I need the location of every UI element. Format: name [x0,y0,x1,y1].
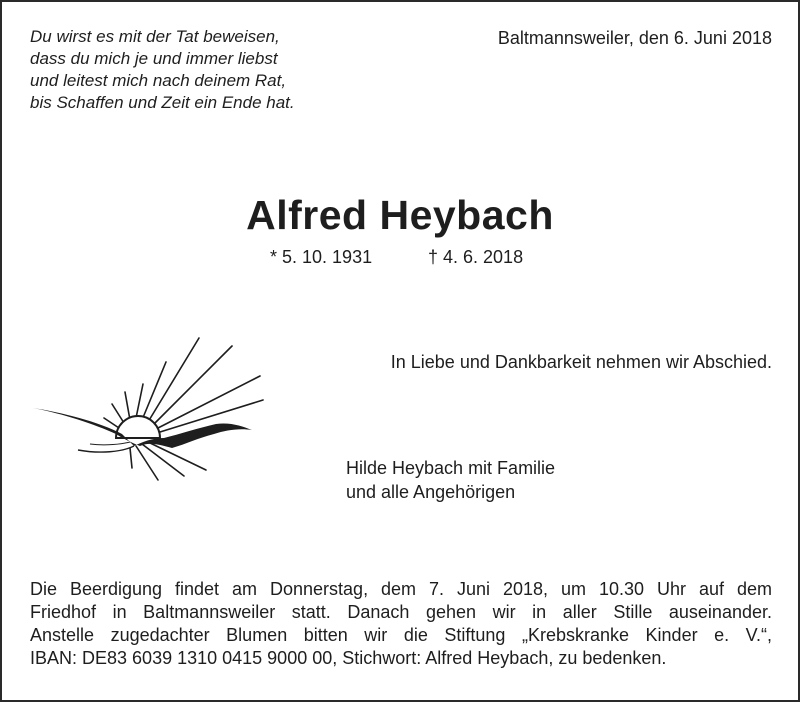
funeral-notice [30,578,772,670]
donation-line: Anstelle zugedachter Blumen bitten wir die Stiftung „Krebskranke Kinder e. V.“, [30,625,772,645]
verse-line: Du wirst es mit der Tat beweisen, [30,27,280,46]
donation-line: IBAN: DE83 6039 1310 0415 9000 00, Stichwort: Alfred Heybach, zu bedenken. [30,648,667,668]
funeral-line: Friedhof in Baltmannsweiler statt. Danach gehen wir in aller Stille auseinander. [30,602,772,622]
birth-date: * 5. 10. 1931 [270,247,373,267]
verse-line: dass du mich je und immer liebst [30,49,278,68]
memorial-verse [30,26,295,114]
funeral-line: Die Beerdigung findet am Donnerstag, dem 7. Juni 2018, um 10.30 Uhr auf dem [30,579,772,599]
mourner-line: Hilde Heybach mit Familie [346,458,556,478]
death-date: † 4. 6. 2018 [428,247,524,267]
deceased-name: Alfred Heybach [246,192,554,238]
place-and-date: Baltmannsweiler, den 6. Juni 2018 [497,28,772,48]
farewell-text: In Liebe und Dankbarkeit nehmen wir Abschied. [390,352,772,372]
mourners [346,456,555,504]
sunset-birds-icon [30,330,270,490]
verse-line: und leitest mich nach deinem Rat, [30,71,287,90]
verse-line: bis Schaffen und Zeit ein Ende hat. [30,93,295,112]
mourner-line: und alle Angehörigen [346,482,516,502]
